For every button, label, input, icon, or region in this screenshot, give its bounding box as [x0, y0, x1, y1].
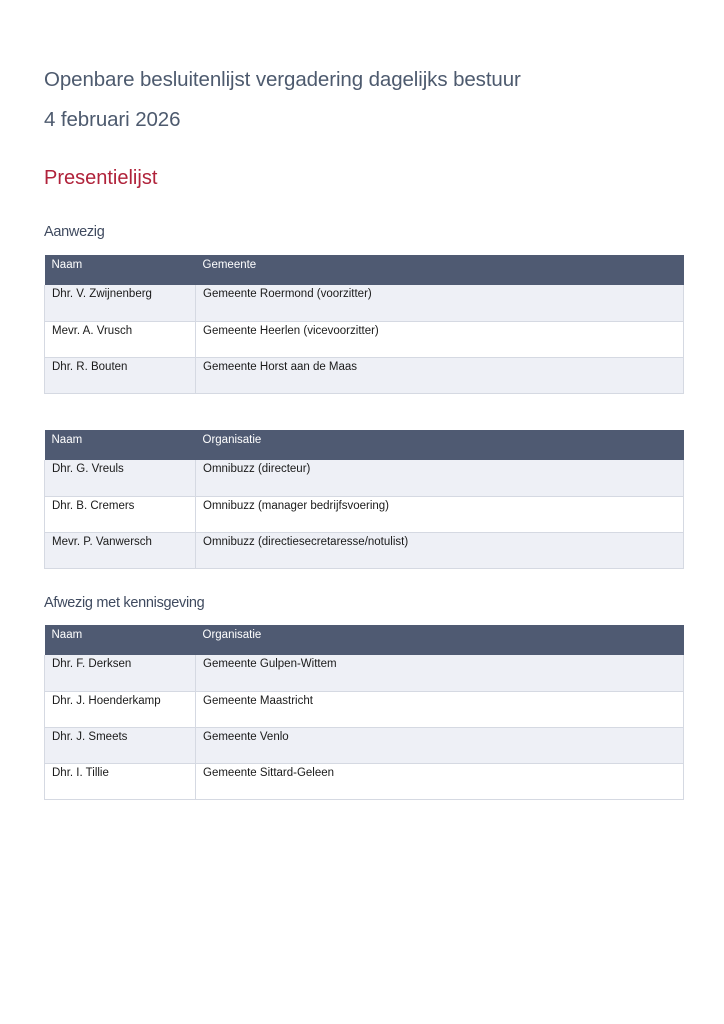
table-row: [45, 532, 684, 568]
table-row: [45, 357, 684, 393]
table-header-row: [45, 625, 684, 655]
column-header-organisatie: Organisatie: [196, 625, 684, 655]
table-header-row: [45, 255, 684, 285]
table-row: [45, 321, 684, 357]
cell-naam: Dhr. I. Tillie: [45, 763, 196, 799]
aanwezig-organisatie-table: [44, 430, 684, 569]
cell-organisatie: Omnibuzz (directiesecretaresse/notulist): [196, 532, 684, 568]
cell-organisatie: Gemeente Sittard-Geleen: [196, 763, 684, 799]
cell-gemeente: Gemeente Heerlen (vicevoorzitter): [196, 321, 684, 357]
cell-naam: Dhr. G. Vreuls: [45, 460, 196, 496]
cell-organisatie: Gemeente Maastricht: [196, 691, 684, 727]
heading-afwezig: Afwezig met kennisgeving: [44, 595, 205, 611]
aanwezig-gemeente-table: [44, 255, 684, 394]
table-row: [45, 460, 684, 496]
cell-gemeente: Gemeente Horst aan de Maas: [196, 357, 684, 393]
column-header-gemeente: Gemeente: [196, 255, 684, 285]
table-row: [45, 655, 684, 691]
cell-organisatie: Omnibuzz (directeur): [196, 460, 684, 496]
table-row: [45, 285, 684, 321]
cell-naam: Dhr. J. Hoenderkamp: [45, 691, 196, 727]
table-row: [45, 763, 684, 799]
cell-naam: Mevr. A. Vrusch: [45, 321, 196, 357]
heading-aanwezig: Aanwezig: [44, 224, 105, 240]
cell-organisatie: Omnibuzz (manager bedrijfsvoering): [196, 496, 684, 532]
cell-naam: Dhr. F. Derksen: [45, 655, 196, 691]
cell-organisatie: Gemeente Gulpen-Wittem: [196, 655, 684, 691]
column-header-naam: Naam: [45, 625, 196, 655]
document-title: Openbare besluitenlijst vergadering dagelijks bestuur: [44, 68, 521, 91]
cell-naam: Mevr. P. Vanwersch: [45, 532, 196, 568]
cell-organisatie: Gemeente Venlo: [196, 727, 684, 763]
table-row: [45, 727, 684, 763]
cell-naam: Dhr. J. Smeets: [45, 727, 196, 763]
cell-naam: Dhr. R. Bouten: [45, 357, 196, 393]
cell-naam: Dhr. B. Cremers: [45, 496, 196, 532]
column-header-naam: Naam: [45, 255, 196, 285]
table-row: [45, 496, 684, 532]
cell-gemeente: Gemeente Roermond (voorzitter): [196, 285, 684, 321]
cell-naam: Dhr. V. Zwijnenberg: [45, 285, 196, 321]
document-date: 4 februari 2026: [44, 108, 181, 131]
column-header-naam: Naam: [45, 430, 196, 460]
table-header-row: [45, 430, 684, 460]
table-row: [45, 691, 684, 727]
afwezig-table: [44, 625, 684, 800]
section-title-presentielijst: Presentielijst: [44, 167, 158, 189]
column-header-organisatie: Organisatie: [196, 430, 684, 460]
